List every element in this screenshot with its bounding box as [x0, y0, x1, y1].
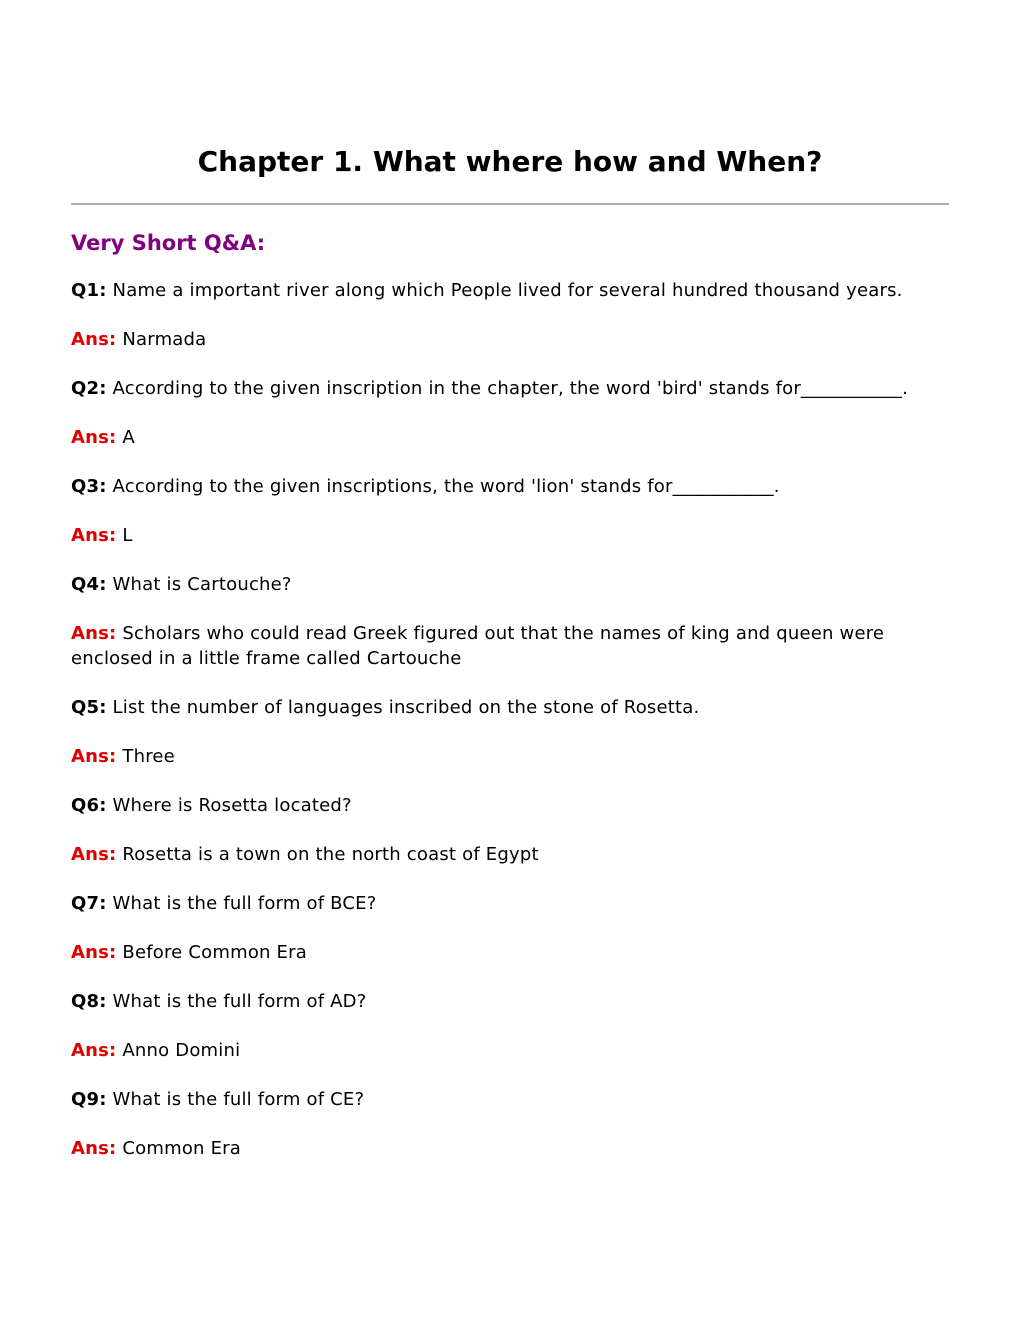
answer-9 — [71, 1136, 949, 1161]
answer-text: Rosetta is a town on the north coast of Egypt — [116, 844, 539, 865]
qa-list — [71, 278, 949, 1185]
answer-text: Anno Domini — [116, 1040, 241, 1061]
question-text: According to the given inscription in the chapter, the word 'bird' stands for___________. — [106, 378, 909, 399]
answer-label: Ans: — [71, 525, 117, 546]
question-7 — [71, 891, 949, 916]
answer-text: L — [116, 525, 133, 546]
question-text: Where is Rosetta located? — [106, 795, 352, 816]
answer-6 — [71, 842, 949, 867]
answer-label: Ans: — [71, 1138, 117, 1159]
question-6 — [71, 793, 949, 818]
answer-label: Ans: — [71, 1040, 117, 1061]
answer-text: Three — [116, 746, 175, 767]
answer-3 — [71, 523, 949, 548]
answer-5 — [71, 744, 949, 769]
answer-text: Scholars who could read Greek figured out that the names of king and queen were enclosed in a little frame called Cartouche — [71, 623, 885, 669]
answer-1 — [71, 327, 949, 352]
answer-text: Common Era — [116, 1138, 241, 1159]
question-label: Q4: — [71, 574, 107, 595]
question-9 — [71, 1087, 949, 1112]
horizontal-divider — [71, 203, 949, 205]
question-text: What is the full form of AD? — [106, 991, 367, 1012]
answer-label: Ans: — [71, 746, 117, 767]
question-4 — [71, 572, 949, 597]
question-label: Q3: — [71, 476, 107, 497]
question-label: Q2: — [71, 378, 107, 399]
answer-2 — [71, 425, 949, 450]
question-label: Q5: — [71, 697, 107, 718]
question-label: Q9: — [71, 1089, 107, 1110]
question-text: List the number of languages inscribed on the stone of Rosetta. — [106, 697, 700, 718]
answer-label: Ans: — [71, 844, 117, 865]
question-label: Q6: — [71, 795, 107, 816]
answer-7 — [71, 940, 949, 965]
question-label: Q8: — [71, 991, 107, 1012]
answer-4 — [71, 621, 949, 671]
question-text: According to the given inscriptions, the word 'lion' stands for___________. — [106, 476, 780, 497]
question-1 — [71, 278, 949, 303]
question-text: What is the full form of BCE? — [106, 893, 377, 914]
answer-text: A — [116, 427, 135, 448]
question-5 — [71, 695, 949, 720]
page-title: Chapter 1. What where how and When? — [197, 145, 823, 178]
answer-label: Ans: — [71, 427, 117, 448]
answer-label: Ans: — [71, 942, 117, 963]
section-heading: Very Short Q&A: — [71, 231, 266, 255]
question-2 — [71, 376, 949, 401]
answer-label: Ans: — [71, 329, 117, 350]
question-text: Name a important river along which People lived for several hundred thousand years. — [106, 280, 903, 301]
question-3 — [71, 474, 949, 499]
answer-label: Ans: — [71, 623, 117, 644]
answer-text: Before Common Era — [116, 942, 307, 963]
answer-8 — [71, 1038, 949, 1063]
question-text: What is Cartouche? — [106, 574, 292, 595]
question-text: What is the full form of CE? — [106, 1089, 365, 1110]
answer-text: Narmada — [116, 329, 207, 350]
question-label: Q1: — [71, 280, 107, 301]
question-8 — [71, 989, 949, 1014]
question-label: Q7: — [71, 893, 107, 914]
